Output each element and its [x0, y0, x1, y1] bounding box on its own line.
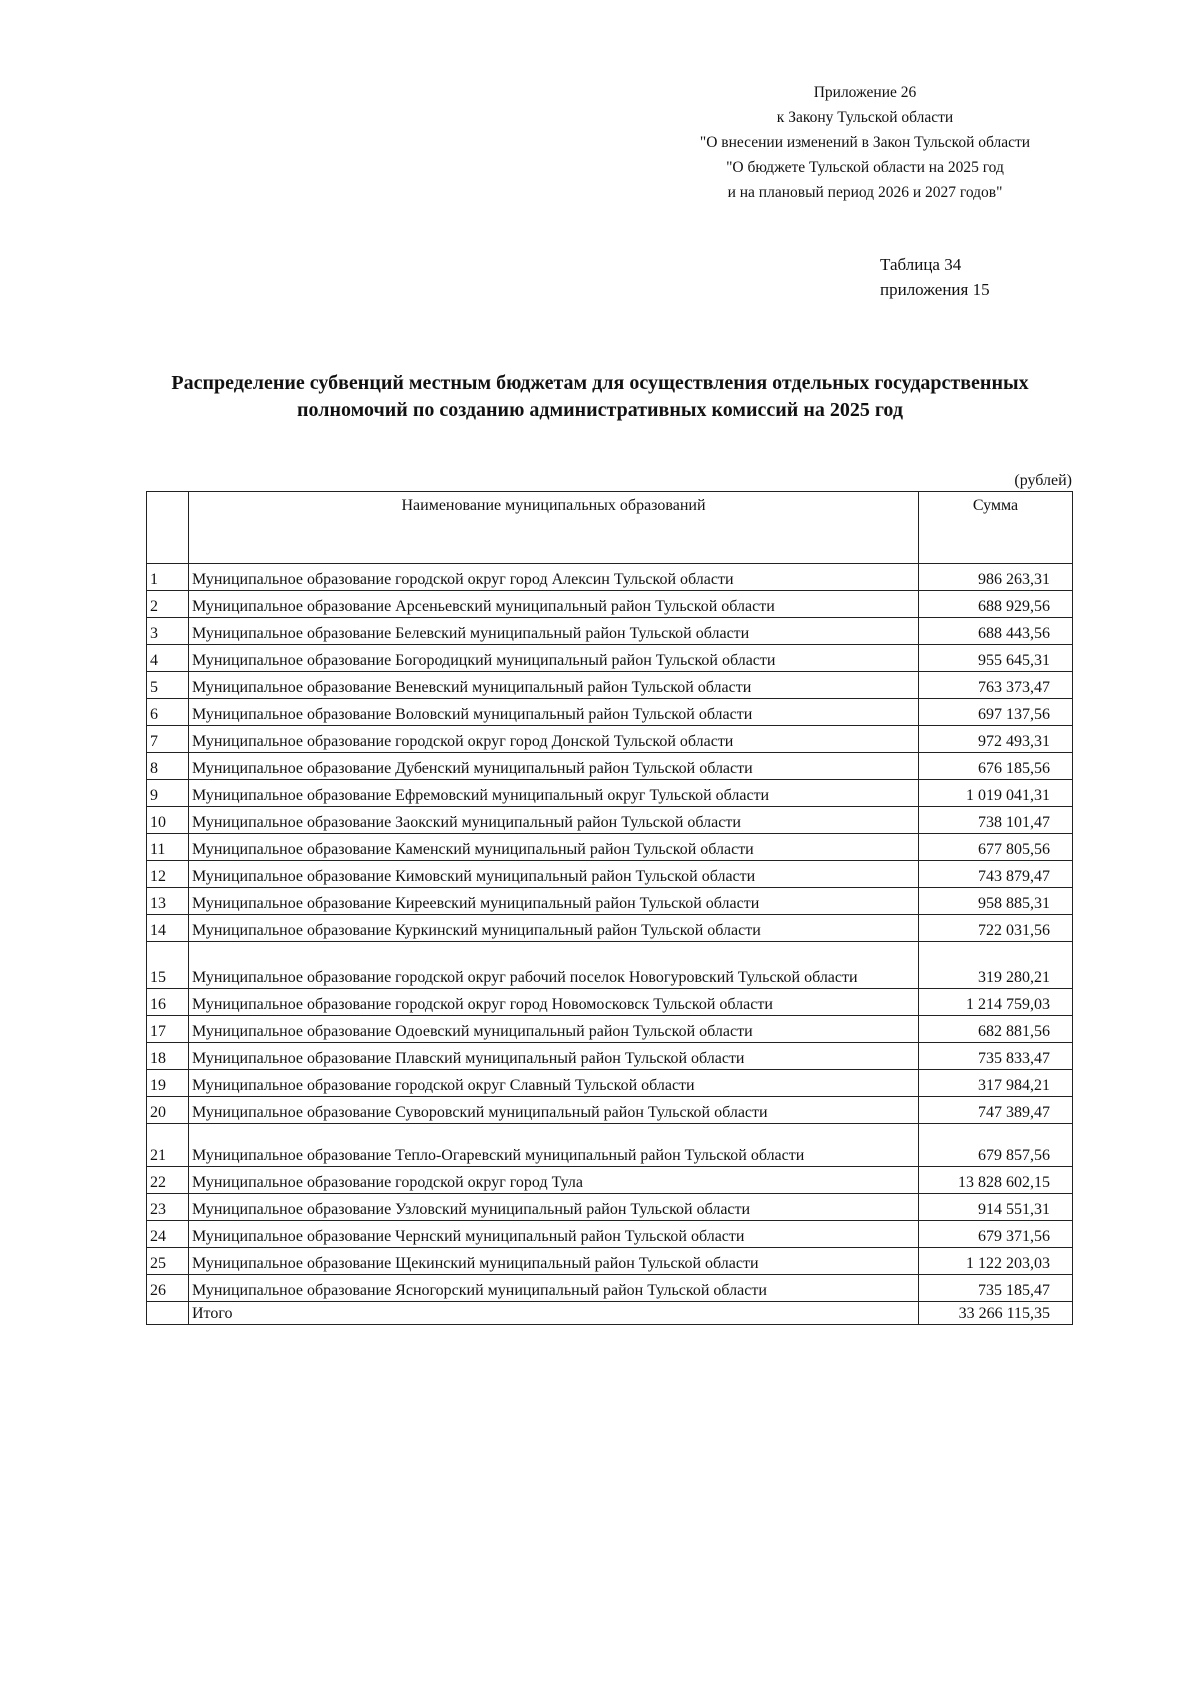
- row-number: 17: [147, 1016, 189, 1043]
- row-name: Муниципальное образование Воловский муниципальный район Тульской области: [189, 699, 919, 726]
- row-number: 5: [147, 672, 189, 699]
- table-row: [147, 834, 1073, 861]
- row-sum: 747 389,47: [919, 1097, 1073, 1124]
- appendix-line: Приложение 26: [813, 84, 917, 101]
- table-number: Таблица 34: [880, 255, 962, 274]
- total-sum: 33 266 115,35: [919, 1302, 1073, 1325]
- row-number: 18: [147, 1043, 189, 1070]
- row-number: 6: [147, 699, 189, 726]
- row-sum: 1 122 203,03: [919, 1248, 1073, 1275]
- row-sum: 688 443,56: [919, 618, 1073, 645]
- row-number: 15: [147, 942, 189, 989]
- row-sum: 955 645,31: [919, 645, 1073, 672]
- row-name: Муниципальное образование городской округ город Новомосковск Тульской области: [189, 989, 919, 1016]
- row-name: Муниципальное образование Арсеньевский муниципальный район Тульской области: [189, 591, 919, 618]
- row-name: Муниципальное образование городской округ город Донской Тульской области: [189, 726, 919, 753]
- row-name: Муниципальное образование Кимовский муниципальный район Тульской области: [189, 861, 919, 888]
- row-sum: 1 019 041,31: [919, 780, 1073, 807]
- row-number: 8: [147, 753, 189, 780]
- table-row: [147, 618, 1073, 645]
- row-name: Муниципальное образование Одоевский муниципальный район Тульской области: [189, 1016, 919, 1043]
- subvention-table: [146, 491, 1073, 1325]
- row-name: Муниципальное образование Узловский муниципальный район Тульской области: [189, 1194, 919, 1221]
- row-sum: 1 214 759,03: [919, 989, 1073, 1016]
- table-row: [147, 645, 1073, 672]
- row-name: Муниципальное образование Богородицкий муниципальный район Тульской области: [189, 645, 919, 672]
- row-sum: 13 828 602,15: [919, 1167, 1073, 1194]
- row-number: 13: [147, 888, 189, 915]
- row-number: 11: [147, 834, 189, 861]
- row-name: Муниципальное образование Чернский муниципальный район Тульской области: [189, 1221, 919, 1248]
- row-name: Муниципальное образование Щекинский муниципальный район Тульской области: [189, 1248, 919, 1275]
- table-row: [147, 942, 1073, 989]
- row-name: Муниципальное образование Ясногорский муниципальный район Тульской области: [189, 1275, 919, 1302]
- row-name: Муниципальное образование Суворовский муниципальный район Тульской области: [189, 1097, 919, 1124]
- row-name: Муниципальное образование городской округ город Тула: [189, 1167, 919, 1194]
- table-header-row: [147, 492, 1073, 564]
- table-row: [147, 672, 1073, 699]
- row-number: 7: [147, 726, 189, 753]
- table-row: [147, 1070, 1073, 1097]
- row-number: 21: [147, 1124, 189, 1167]
- row-sum: 722 031,56: [919, 915, 1073, 942]
- row-number: 20: [147, 1097, 189, 1124]
- title-line: Распределение субвенций местным бюджетам для осуществления отдельных государственных: [171, 372, 1029, 394]
- appendix-line: "О бюджете Тульской области на 2025 год: [726, 159, 1004, 176]
- table-row: [147, 1097, 1073, 1124]
- table-row: [147, 1043, 1073, 1070]
- table-row: [147, 753, 1073, 780]
- table-row: [147, 989, 1073, 1016]
- row-sum: 679 371,56: [919, 1221, 1073, 1248]
- row-number: 2: [147, 591, 189, 618]
- total-number: [147, 1302, 189, 1325]
- table-row: [147, 888, 1073, 915]
- total-label: Итого: [189, 1302, 919, 1325]
- row-name: Муниципальное образование Каменский муниципальный район Тульской области: [189, 834, 919, 861]
- row-sum: 679 857,56: [919, 1124, 1073, 1167]
- table-row: [147, 1248, 1073, 1275]
- table-row: [147, 699, 1073, 726]
- table-row: [147, 564, 1073, 591]
- row-name: Муниципальное образование городской округ Славный Тульской области: [189, 1070, 919, 1097]
- row-number: 22: [147, 1167, 189, 1194]
- row-name: Муниципальное образование городской округ рабочий поселок Новогуровский Тульской области: [189, 942, 919, 989]
- row-sum: 677 805,56: [919, 834, 1073, 861]
- appendix-line: "О внесении изменений в Закон Тульской области: [699, 134, 1031, 151]
- row-sum: 735 185,47: [919, 1275, 1073, 1302]
- title-line: полномочий по созданию административных комиссий на 2025 год: [297, 399, 903, 421]
- row-sum: 676 185,56: [919, 753, 1073, 780]
- table-row: [147, 780, 1073, 807]
- row-name: Муниципальное образование городской округ город Алексин Тульской области: [189, 564, 919, 591]
- table-row: [147, 591, 1073, 618]
- row-name: Муниципальное образование Ефремовский муниципальный округ Тульской области: [189, 780, 919, 807]
- row-sum: 682 881,56: [919, 1016, 1073, 1043]
- table-row: [147, 1221, 1073, 1248]
- header-name: Наименование муниципальных образований: [189, 492, 919, 564]
- appendix-line: и на плановый период 2026 и 2027 годов": [727, 184, 1003, 201]
- appendix-line: к Закону Тульской области: [776, 109, 954, 126]
- row-number: 24: [147, 1221, 189, 1248]
- row-name: Муниципальное образование Куркинский муниципальный район Тульской области: [189, 915, 919, 942]
- table-row: [147, 1194, 1073, 1221]
- table-row: [147, 1167, 1073, 1194]
- row-name: Муниципальное образование Белевский муниципальный район Тульской области: [189, 618, 919, 645]
- row-sum: 735 833,47: [919, 1043, 1073, 1070]
- row-number: 14: [147, 915, 189, 942]
- row-number: 1: [147, 564, 189, 591]
- row-number: 10: [147, 807, 189, 834]
- row-number: 26: [147, 1275, 189, 1302]
- document-title: [100, 370, 1100, 424]
- total-row: [147, 1302, 1073, 1325]
- row-sum: 319 280,21: [919, 942, 1073, 989]
- row-sum: 972 493,31: [919, 726, 1073, 753]
- row-name: Муниципальное образование Дубенский муниципальный район Тульской области: [189, 753, 919, 780]
- row-number: 16: [147, 989, 189, 1016]
- appendix-header: [640, 80, 1090, 205]
- row-sum: 986 263,31: [919, 564, 1073, 591]
- table-row: [147, 1124, 1073, 1167]
- row-sum: 697 137,56: [919, 699, 1073, 726]
- unit-label: (рублей): [1014, 472, 1072, 489]
- row-name: Муниципальное образование Веневский муниципальный район Тульской области: [189, 672, 919, 699]
- row-sum: 688 929,56: [919, 591, 1073, 618]
- row-name: Муниципальное образование Заокский муниципальный район Тульской области: [189, 807, 919, 834]
- row-name: Муниципальное образование Плавский муниципальный район Тульской области: [189, 1043, 919, 1070]
- table-row: [147, 861, 1073, 888]
- row-number: 12: [147, 861, 189, 888]
- row-number: 9: [147, 780, 189, 807]
- table-row: [147, 1275, 1073, 1302]
- table-row: [147, 807, 1073, 834]
- row-number: 23: [147, 1194, 189, 1221]
- header-number: [147, 492, 189, 564]
- row-name: Муниципальное образование Тепло-Огаревский муниципальный район Тульской области: [189, 1124, 919, 1167]
- row-sum: 958 885,31: [919, 888, 1073, 915]
- header-sum: Сумма: [919, 492, 1073, 564]
- row-name: Муниципальное образование Киреевский муниципальный район Тульской области: [189, 888, 919, 915]
- row-number: 4: [147, 645, 189, 672]
- table-row: [147, 915, 1073, 942]
- row-sum: 743 879,47: [919, 861, 1073, 888]
- appendix-number: приложения 15: [880, 280, 990, 299]
- row-number: 3: [147, 618, 189, 645]
- table-row: [147, 1016, 1073, 1043]
- table-row: [147, 726, 1073, 753]
- row-sum: 738 101,47: [919, 807, 1073, 834]
- row-sum: 317 984,21: [919, 1070, 1073, 1097]
- table-reference: [880, 252, 1100, 302]
- row-number: 25: [147, 1248, 189, 1275]
- row-number: 19: [147, 1070, 189, 1097]
- table-container: [146, 491, 1072, 1325]
- table-body: [147, 564, 1073, 1325]
- row-sum: 763 373,47: [919, 672, 1073, 699]
- row-sum: 914 551,31: [919, 1194, 1073, 1221]
